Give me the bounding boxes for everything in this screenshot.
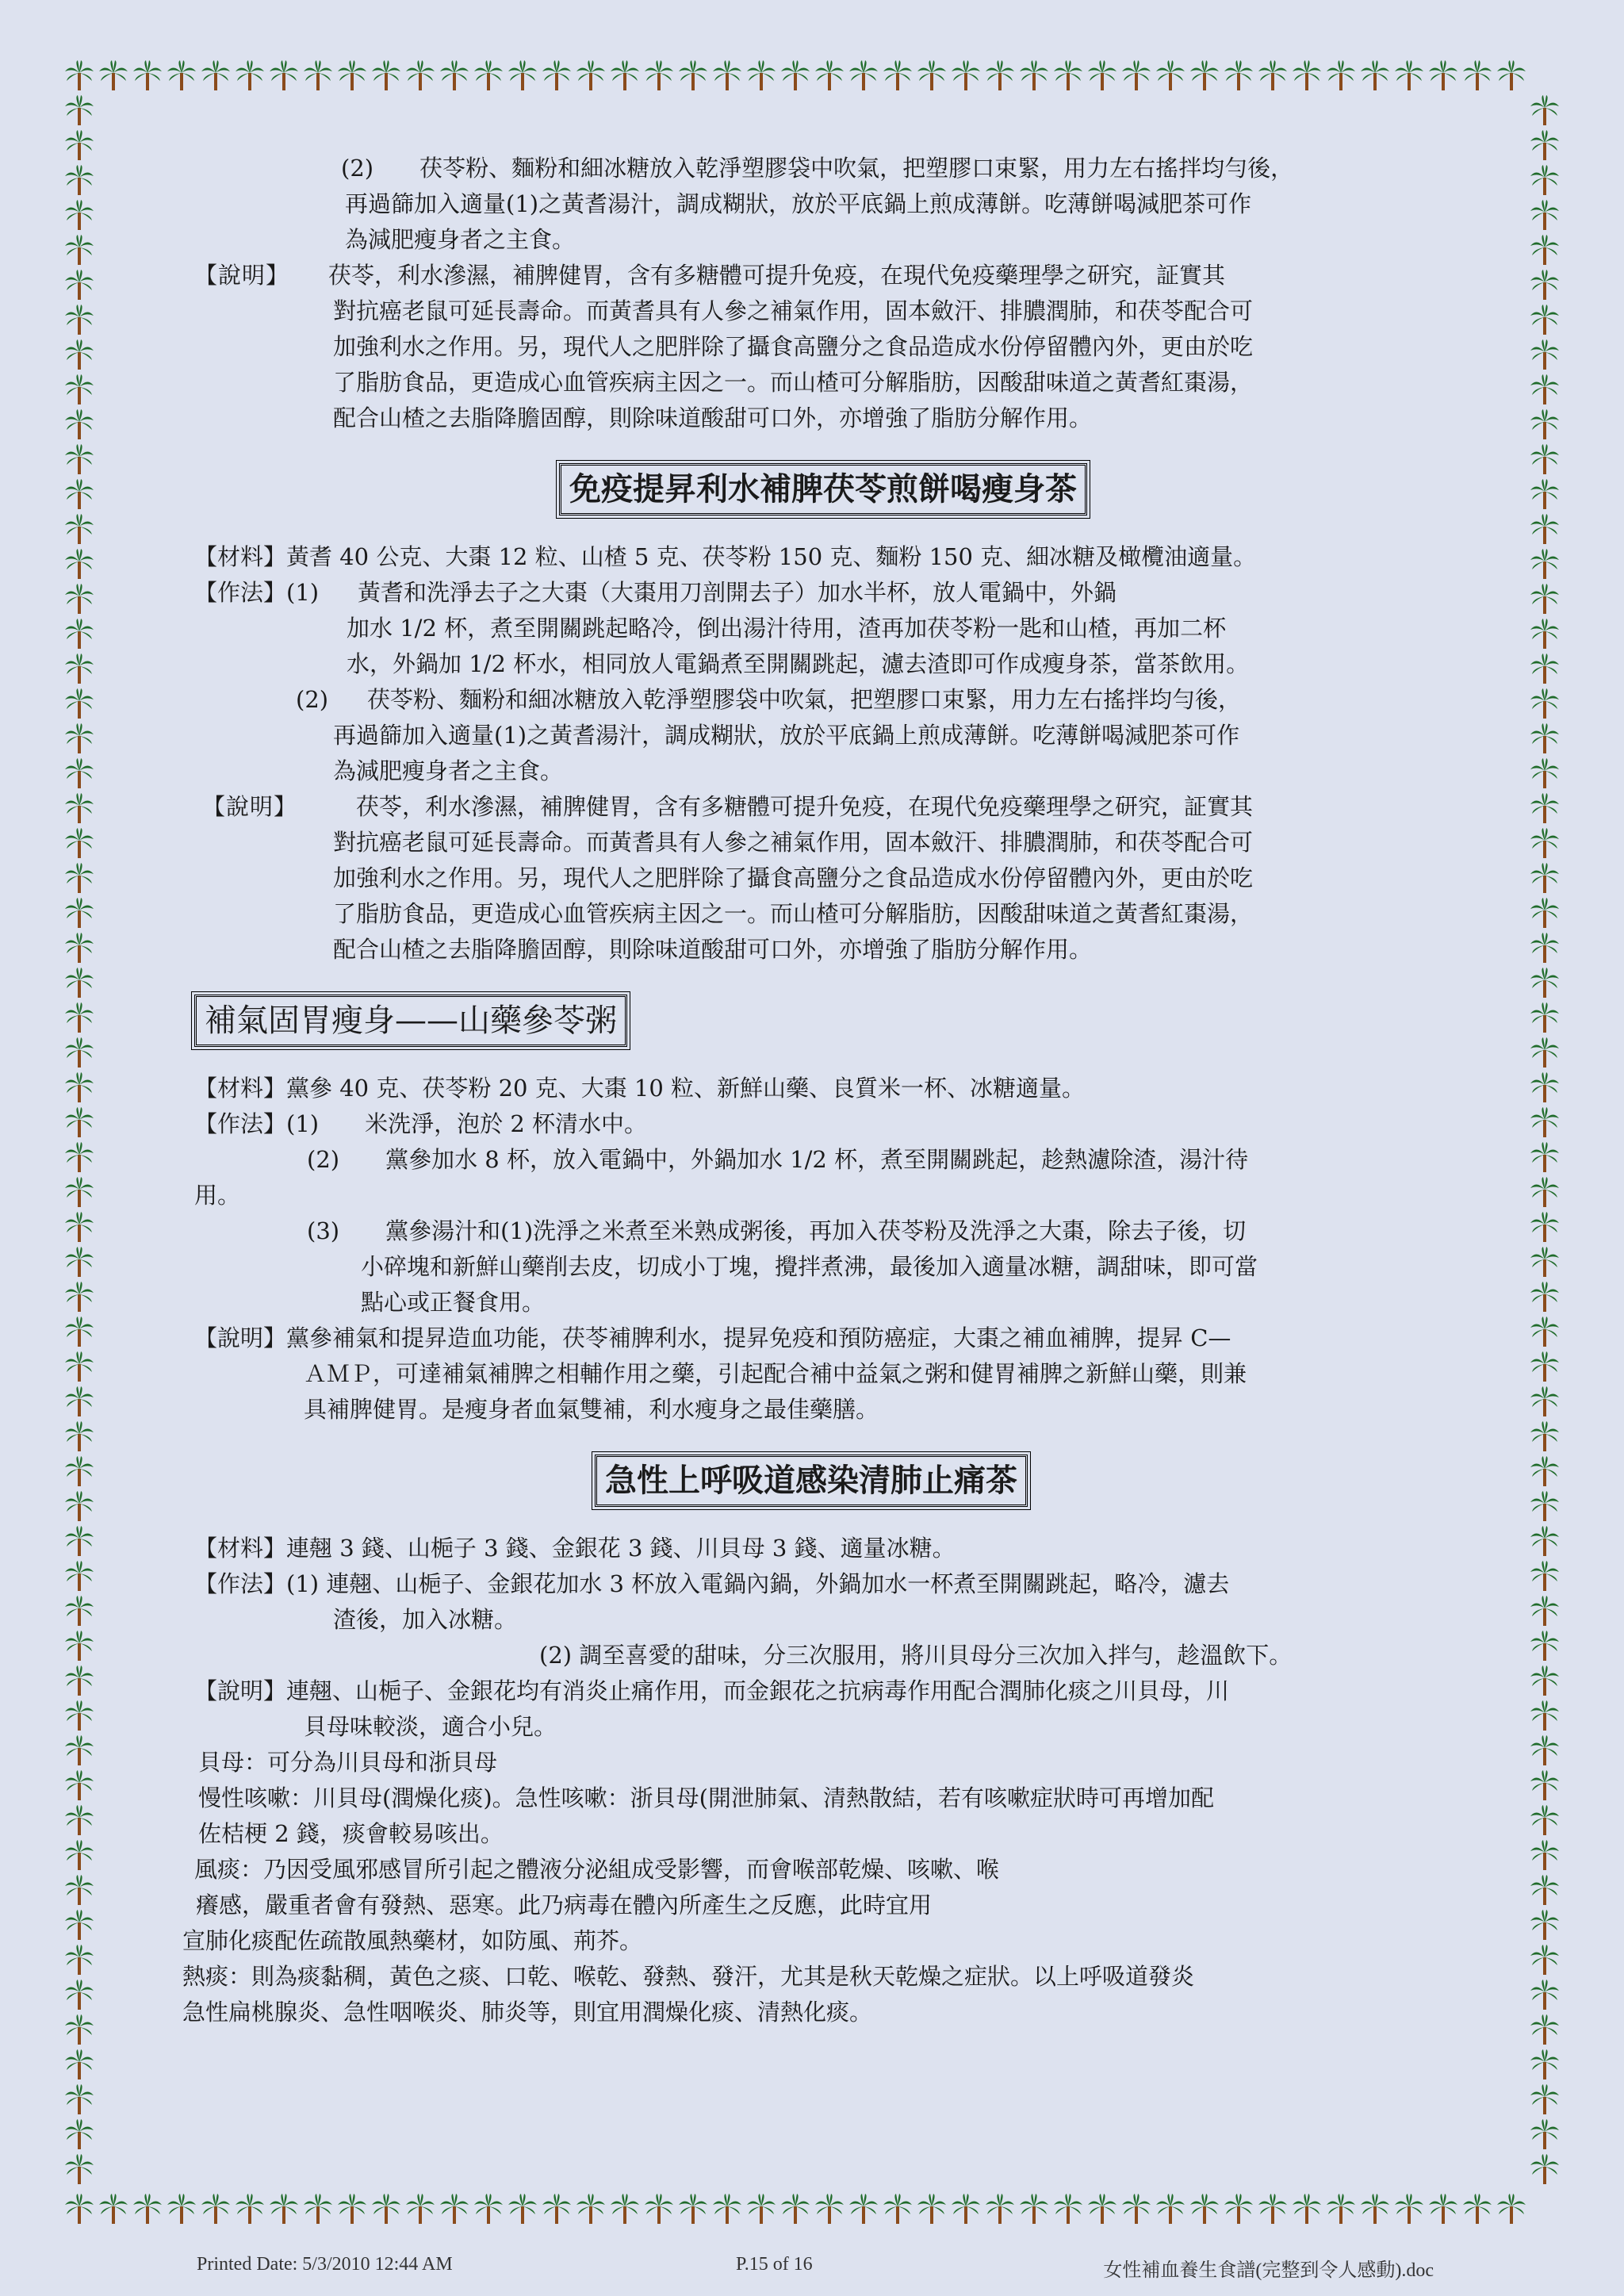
method-step-3-line-3: 點心或正餐食用。	[361, 1289, 546, 1316]
note-line-1	[194, 1320, 1431, 1356]
method-step-3-line-1: (3) 黨參湯汁和(1)洗淨之米煮至米熟成粥後，再加入茯苓粉及洗淨之大棗，除去子後，切	[307, 1217, 1247, 1244]
note-text: 連翹、山梔子、金銀花均有消炎止痛作用，而金銀花之抗病毒作用配合潤肺化痰之川貝母，川	[286, 1677, 1230, 1704]
note-line-5: 配合山楂之去脂降膽固醇，則除味道酸甜可口外，亦增強了脂肪分解作用。	[333, 404, 1093, 431]
materials-line	[194, 539, 1431, 575]
footer-page-number: P.15 of 16	[736, 2254, 813, 2275]
method-step-2-line-3: 為減肥瘦身者之主食。	[333, 757, 564, 784]
step-text: 茯苓粉、麵粉和細冰糖放入乾淨塑膠袋中吹氣，把塑膠口束緊，用力左右搖拌均勻後，	[367, 686, 1242, 713]
method-step-2-line-2: 再過篩加入適量(1)之黃耆湯汁，調成糊狀，放於平底鍋上煎成薄餅。吃薄餅喝減肥茶可作	[333, 722, 1240, 749]
method-step-2-line-1	[194, 682, 1431, 718]
note-line-1	[194, 1673, 1431, 1709]
materials-line	[194, 1071, 1431, 1106]
extra-line-2: 慢性咳嗽：川貝母(潤燥化痰)。急性咳嗽：浙貝母(開泄肺氣、清熱散結，若有咳嗽症狀時可再增加配	[198, 1784, 1214, 1811]
method-step-1-line-2: 加水 1/2 杯，煮至開關跳起略冷，倒出湯汁待用，渣再加茯苓粉一匙和山楂，再加二杯	[347, 615, 1227, 642]
continued-recipe	[194, 151, 1431, 436]
extra-line-5: 癢感，嚴重者會有發熱、惡寒。此乃病毒在體內所產生之反應，此時宜用	[196, 1892, 933, 1918]
method-step-1-line-3: 水，外鍋加 1/2 杯水，相同放人電鍋煮至開關跳起，濾去渣即可作成瘦身茶，當茶飲用。	[347, 650, 1250, 677]
step-text: (1) 連翹、山梔子、金銀花加水 3 杯放入電鍋內鍋，外鍋加水一杯煮至開關跳起，略冷，濾去	[286, 1570, 1230, 1597]
extra-line-6: 宣肺化痰配佐疏散風熱藥材，如防風、荊芥。	[182, 1927, 643, 1954]
note-line-3: 加強利水之作用。另，現代人之肥胖除了攝食高鹽分之食品造成水份停留體內外，更由於吃	[333, 333, 1254, 360]
page-content	[182, 151, 1431, 2030]
footer-printed-date: Printed Date: 5/3/2010 12:44 AM	[197, 2254, 453, 2275]
step-text: (1) 米洗淨，泡於 2 杯清水中。	[286, 1110, 647, 1137]
step-number: (2)	[296, 686, 329, 713]
note-line-3: 加強利水之作用。另，現代人之肥胖除了攝食高鹽分之食品造成水份停留體內外，更由於吃	[333, 864, 1254, 891]
note-line-2: ＡＭＰ，可達補氣補脾之相輔作用之藥，引起配合補中益氣之粥和健胃補脾之新鮮山藥，則兼	[304, 1360, 1247, 1387]
note-line-5: 配合山楂之去脂降膽固醇，則除味道酸甜可口外，亦增強了脂肪分解作用。	[333, 936, 1093, 963]
method-step-3-line-2: 小碎塊和新鮮山藥削去皮，切成小丁塊，攪拌煮沸，最後加入適量冰糖，調甜味，即可當	[361, 1253, 1258, 1280]
extra-line-4: 風痰：乃因受風邪感冒所引起之體液分泌組成受影響，而會喉部乾燥、咳嗽、喉	[194, 1856, 1000, 1883]
recipe-yam-congee	[194, 995, 1431, 1428]
note-line-4: 了脂肪食品，更造成心血管疾病主因之一。而山楂可分解脂肪，因酸甜味道之黃耆紅棗湯，	[333, 900, 1254, 927]
method-tag: 【作法】	[194, 1570, 287, 1597]
note-text: 黨參補氣和提昇造血功能，茯苓補脾利水，提昇免疫和預防癌症，大棗之補血補脾，提昇 C—	[286, 1324, 1231, 1351]
materials-tag: 【材料】	[194, 1075, 287, 1102]
recipe-title: 免疫提昇利水補脾茯苓煎餅喝瘦身茶	[559, 463, 1087, 516]
method-step-2-line-2: 再過篩加入適量(1)之黃耆湯汁，調成糊狀，放於平底鍋上煎成薄餅。吃薄餅喝減肥茶可作	[345, 190, 1252, 217]
note-line-2: 對抗癌老鼠可延長壽命。而黃耆具有人參之補氣作用，固本斂汗、排膿潤肺，和茯苓配合可	[333, 829, 1254, 856]
note-text: 茯苓，利水滲濕，補脾健胃，含有多糖體可提升免疫，在現代免疫藥理學之研究，証實其	[305, 262, 1226, 289]
recipe-title: 補氣固胃瘦身——山藥參苓粥	[194, 995, 627, 1047]
note-line-1	[194, 258, 1431, 293]
extra-line-7: 熱痰：則為痰黏稠，黃色之痰、口乾、喉乾、發熱、發汗，尤其是秋天乾燥之症狀。以上呼吸道發炎	[182, 1963, 1195, 1990]
materials-tag: 【材料】	[194, 543, 287, 570]
extra-line-8: 急性扁桃腺炎、急性咽喉炎、肺炎等，則宜用潤燥化痰、清熱化痰。	[182, 1999, 873, 2026]
method-step-1-line-2: 渣後，加入冰糖。	[333, 1606, 518, 1633]
recipe-lung-tea	[182, 1455, 1431, 2030]
recipe-immune-tea	[194, 463, 1431, 968]
method-step-2-wrap: 用。	[194, 1182, 241, 1209]
note-tag: 【說明】	[194, 1324, 287, 1351]
method-step-1-line-1	[194, 1566, 1431, 1602]
method-step-2-line-3: 為減肥瘦身者之主食。	[345, 226, 576, 253]
note-line-3: 具補脾健胃。是瘦身者血氣雙補，利水瘦身之最佳藥膳。	[304, 1396, 879, 1423]
note-line-2: 貝母味較淡，適合小兒。	[304, 1713, 557, 1740]
recipe-title: 急性上呼吸道感染清肺止痛茶	[595, 1455, 1028, 1507]
note-line-4: 了脂肪食品，更造成心血管疾病主因之一。而山楂可分解脂肪，因酸甜味道之黃耆紅棗湯，	[333, 369, 1254, 396]
note-line-1	[194, 789, 1431, 825]
method-step-2: (2) 調至喜愛的甜味，分三次服用，將川貝母分三次加入拌勻，趁溫飲下。	[539, 1642, 1293, 1669]
method-step-1-line-1	[194, 575, 1431, 611]
method-tag: 【作法】	[194, 579, 287, 606]
step-text: 黃耆和洗淨去子之大棗（大棗用刀剖開去子）加水半杯，放人電鍋中，外鍋	[358, 579, 1117, 606]
note-tag: 【說明】	[194, 1677, 287, 1704]
step-number: (1)	[286, 579, 320, 606]
method-step-1	[194, 1106, 1431, 1142]
materials-line	[194, 1531, 1431, 1566]
page-footer	[197, 2254, 1434, 2283]
method-tag: 【作法】	[194, 1110, 287, 1137]
materials-text: 連翹 3 錢、山梔子 3 錢、金銀花 3 錢、川貝母 3 錢、適量冰糖。	[286, 1535, 956, 1562]
materials-text: 黃耆 40 公克、大棗 12 粒、山楂 5 克、茯苓粉 150 克、麵粉 150 克、細冰糖及橄欖油適量。	[286, 543, 1257, 570]
materials-tag: 【材料】	[194, 1535, 287, 1562]
method-step-2-line-1: (2) 茯苓粉、麵粉和細冰糖放入乾淨塑膠袋中吹氣，把塑膠口束緊，用力左右搖拌均勻後，	[341, 155, 1294, 182]
footer-filename: 女性補血養生食譜(完整到令人感動).doc	[1103, 2260, 1434, 2281]
extra-line-3: 佐桔梗 2 錢，痰會較易咳出。	[198, 1820, 504, 1847]
materials-text: 黨參 40 克、茯苓粉 20 克、大棗 10 粒、新鮮山藥、良質米一杯、冰糖適量。	[286, 1075, 1086, 1102]
note-text: 茯苓，利水滲濕，補脾健胃，含有多糖體可提升免疫，在現代免疫藥理學之研究，証實其	[333, 793, 1254, 820]
note-line-2: 對抗癌老鼠可延長壽命。而黃耆具有人參之補氣作用，固本斂汗、排膿潤肺，和茯苓配合可	[333, 297, 1254, 324]
note-tag: 【說明】	[194, 262, 290, 289]
method-step-2: (2) 黨參加水 8 杯，放入電鍋中，外鍋加水 1/2 杯，煮至開關跳起，趁熱濾除渣，湯汁待	[307, 1146, 1249, 1173]
extra-line-1: 貝母：可分為川貝母和浙貝母	[198, 1749, 498, 1776]
note-tag: 【說明】	[202, 793, 298, 820]
